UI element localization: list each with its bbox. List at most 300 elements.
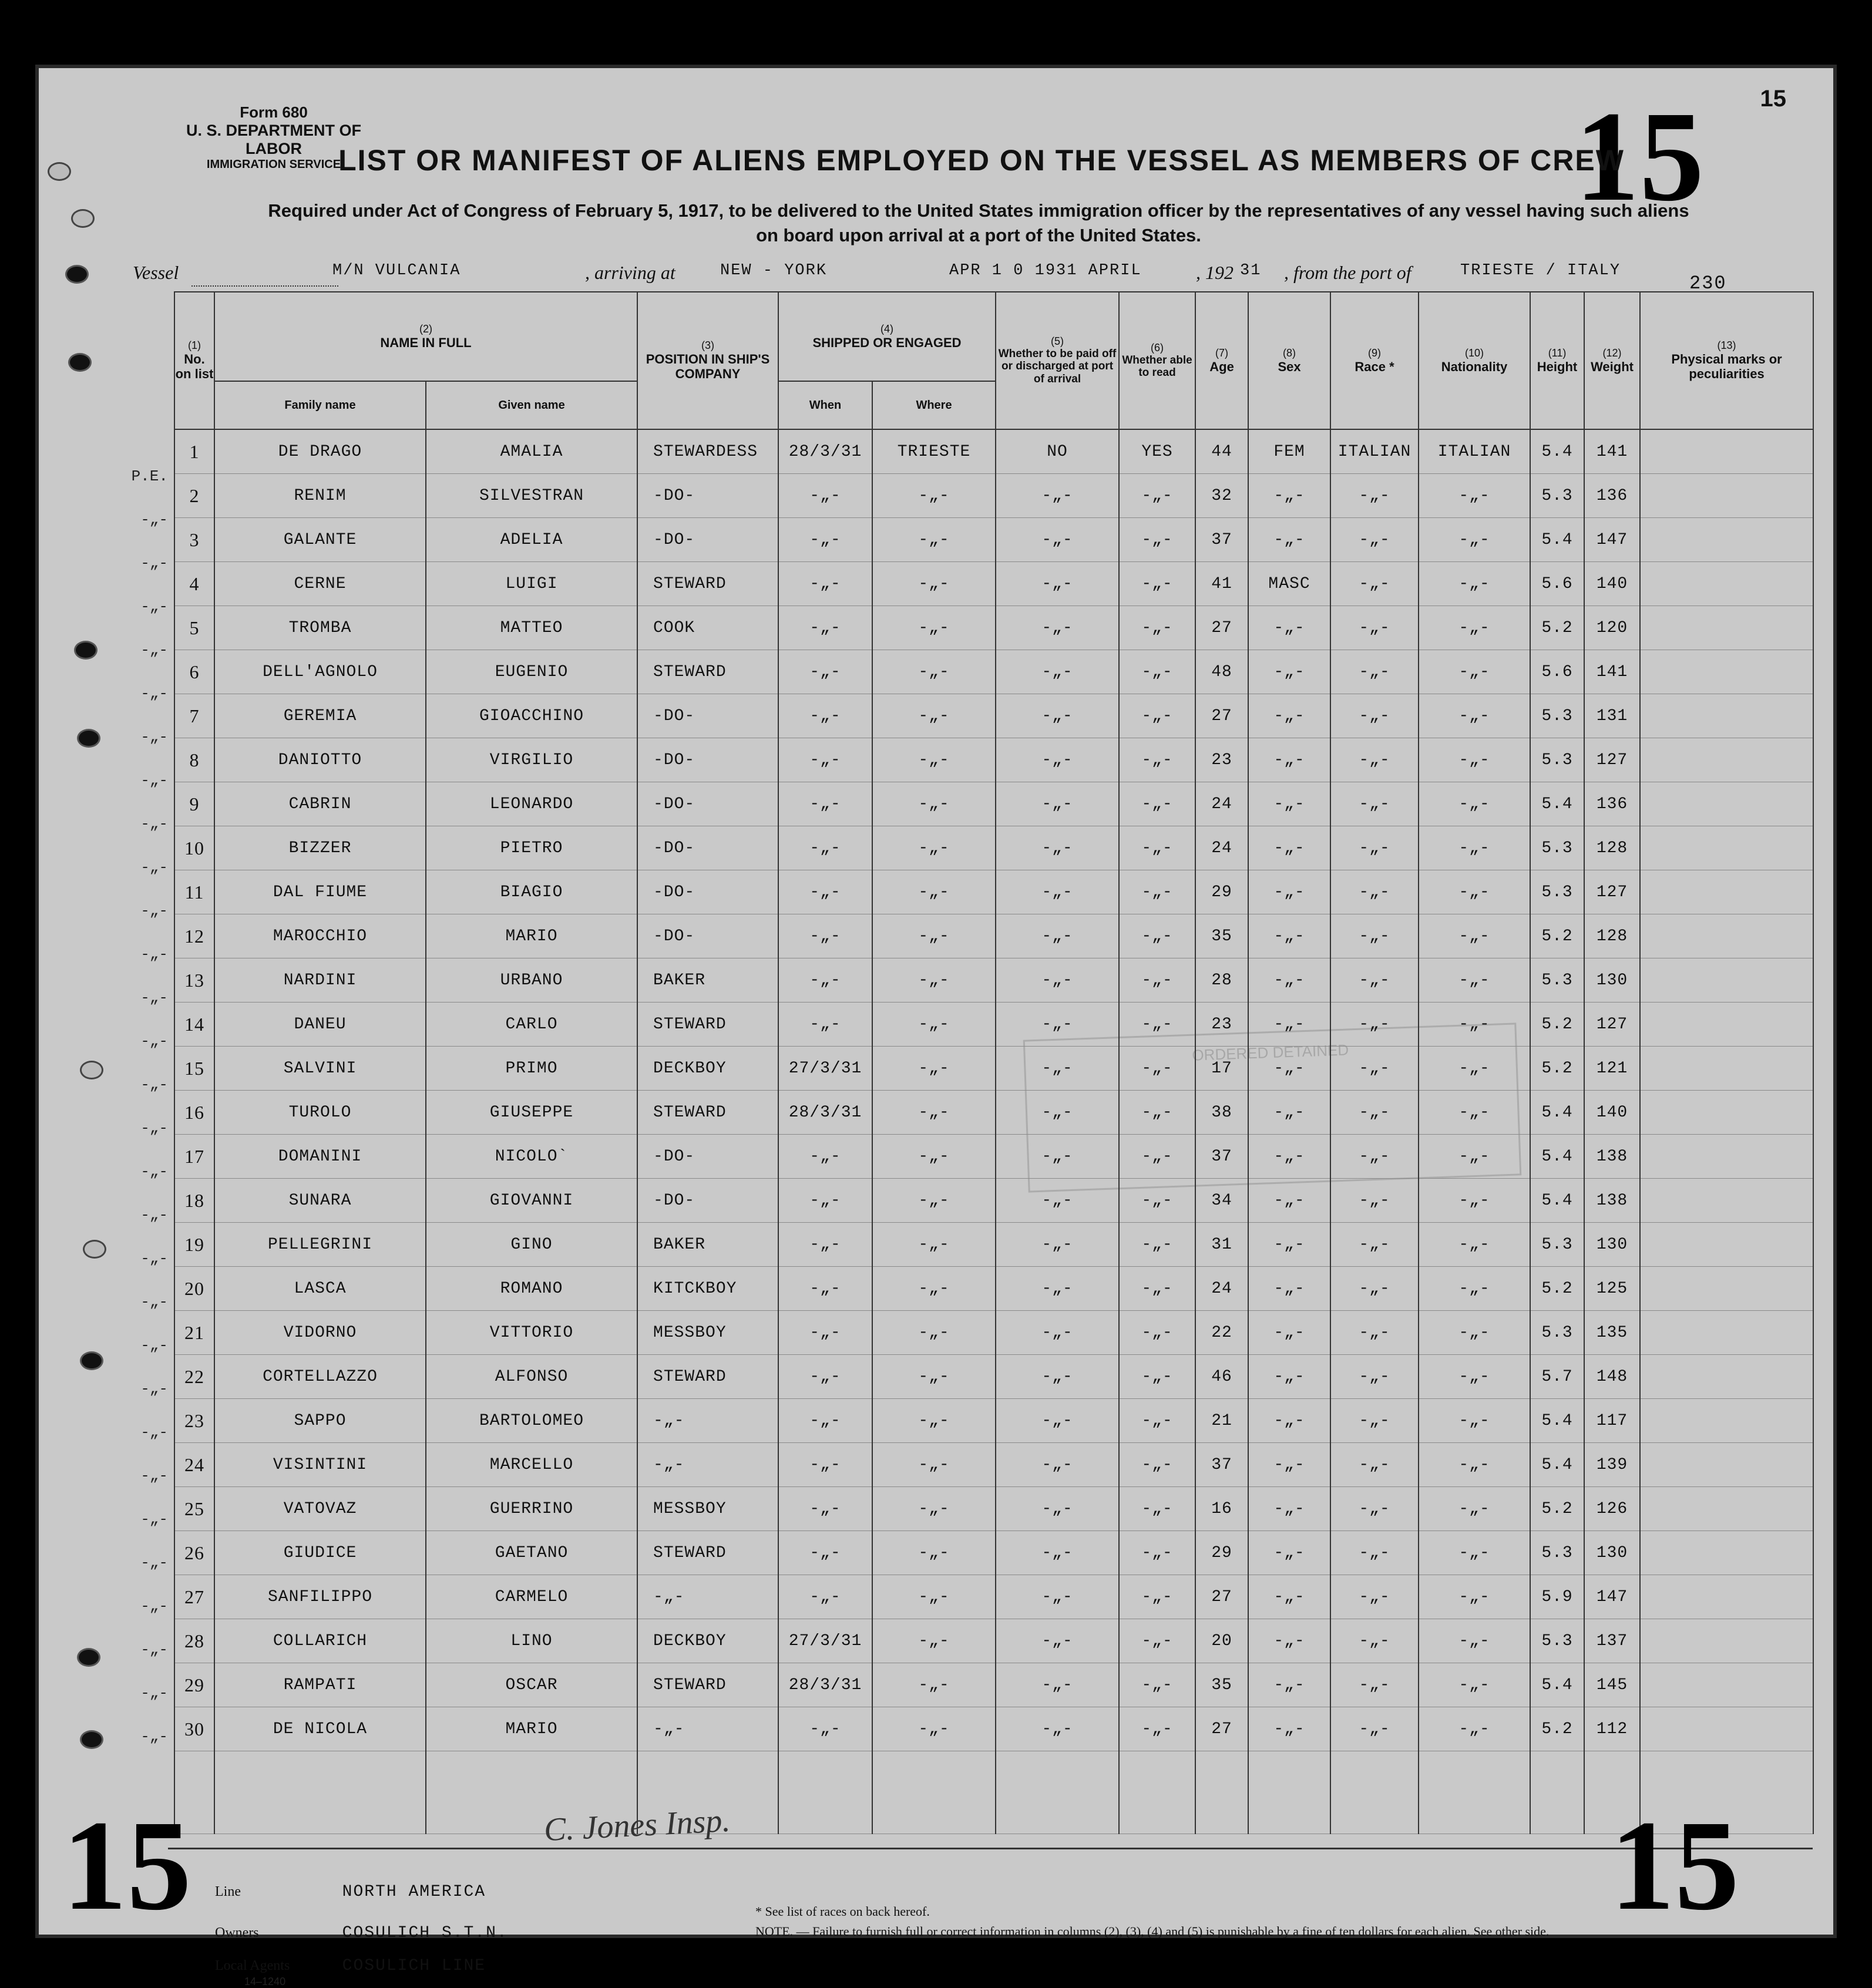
paid-off-cell: -„- (996, 1223, 1119, 1267)
physical-marks-cell (1640, 694, 1813, 738)
position-cell: BAKER (637, 958, 778, 1003)
race-cell: -„- (1330, 1135, 1419, 1179)
shipped-where-cell: -„- (872, 1575, 996, 1619)
able-to-read-cell: -„- (1119, 1443, 1195, 1487)
paid-off-cell: -„- (996, 518, 1119, 562)
margin-ditto-mark: -„- (140, 1380, 168, 1398)
row-number-cell: 9 (174, 782, 214, 826)
weight-cell: 139 (1584, 1443, 1640, 1487)
shipped-when-cell: -„- (778, 562, 872, 606)
shipped-where-cell: -„- (872, 518, 996, 562)
crew-count: 230 (1689, 273, 1727, 294)
vessel-line (133, 255, 1824, 294)
given-name-cell: SILVESTRAN (426, 474, 637, 518)
margin-ditto-mark: -„- (140, 902, 168, 920)
family-name-cell: SANFILIPPO (214, 1575, 426, 1619)
given-name-cell: GAETANO (426, 1531, 637, 1575)
position-cell: STEWARD (637, 1003, 778, 1047)
col-1-num: (1) (188, 339, 201, 352)
line-value: NORTH AMERICA (342, 1883, 486, 1901)
age-cell: 27 (1195, 694, 1248, 738)
table-row (174, 1179, 1813, 1223)
sex-cell: -„- (1248, 1179, 1330, 1223)
year-prefix: , 192 (1196, 262, 1234, 283)
blank-cell (1248, 1751, 1330, 1834)
race-cell: -„- (1330, 1091, 1419, 1135)
col-4-label: SHIPPED OR ENGAGED (812, 335, 962, 350)
shipped-where-cell: -„- (872, 1223, 996, 1267)
nationality-cell: -„- (1419, 1267, 1530, 1311)
given-name-cell: VITTORIO (426, 1311, 637, 1355)
race-cell: -„- (1330, 518, 1419, 562)
position-cell: STEWARD (637, 1531, 778, 1575)
row-number-cell: 2 (174, 474, 214, 518)
height-cell: 5.4 (1530, 1135, 1584, 1179)
from-port-label: , from the port of (1284, 262, 1411, 283)
given-name-cell: OSCAR (426, 1663, 637, 1707)
sex-cell: -„- (1248, 1267, 1330, 1311)
sex-cell: -„- (1248, 474, 1330, 518)
shipped-when-cell: -„- (778, 694, 872, 738)
shipped-where-cell: -„- (872, 1179, 996, 1223)
physical-marks-cell (1640, 606, 1813, 650)
family-name-cell: DE NICOLA (214, 1707, 426, 1751)
page-number-stamp-bottom-left: 15 (62, 1794, 191, 1937)
physical-marks-cell (1640, 1487, 1813, 1531)
penalty-note: NOTE. — Failure to furnish full or correct information in columns (2), (3), (4) and (5) is punishable by a fine of ten dollars for each alien. See other side. (755, 1924, 1550, 1939)
paid-off-cell: -„- (996, 1575, 1119, 1619)
height-cell: 5.4 (1530, 1443, 1584, 1487)
age-cell: 22 (1195, 1311, 1248, 1355)
margin-ditto-mark: -„- (140, 1728, 168, 1745)
paid-off-cell: -„- (996, 1091, 1119, 1135)
race-cell: -„- (1330, 1003, 1419, 1047)
row-number-cell: 23 (174, 1399, 214, 1443)
weight-cell: 147 (1584, 518, 1640, 562)
vessel-underline (191, 285, 338, 287)
paid-off-cell: -„- (996, 1399, 1119, 1443)
owners-label: Owners (215, 1925, 259, 1940)
col-12-num: (12) (1602, 347, 1622, 359)
race-cell: -„- (1330, 562, 1419, 606)
age-cell: 41 (1195, 562, 1248, 606)
row-number-cell: 12 (174, 914, 214, 958)
table-row (174, 738, 1813, 782)
height-cell: 5.3 (1530, 1619, 1584, 1663)
physical-marks-cell (1640, 1575, 1813, 1619)
inspector-signature: C. Jones Insp. (543, 1802, 731, 1849)
row-number-cell: 8 (174, 738, 214, 782)
weight-cell: 136 (1584, 474, 1640, 518)
height-cell: 5.2 (1530, 1487, 1584, 1531)
able-to-read-cell: -„- (1119, 650, 1195, 694)
physical-marks-cell (1640, 870, 1813, 914)
race-cell: -„- (1330, 1487, 1419, 1531)
punch-hole (71, 209, 95, 228)
table-row (174, 1575, 1813, 1619)
shipped-where-cell: -„- (872, 1487, 996, 1531)
table-row (174, 694, 1813, 738)
physical-marks-cell (1640, 1311, 1813, 1355)
shipped-when-cell: 28/3/31 (778, 429, 872, 474)
given-name-cell: URBANO (426, 958, 637, 1003)
shipped-where-cell: -„- (872, 1663, 996, 1707)
height-cell: 5.2 (1530, 1267, 1584, 1311)
able-to-read-cell: -„- (1119, 1355, 1195, 1399)
paid-off-cell: -„- (996, 782, 1119, 826)
col-6-num: (6) (1151, 341, 1164, 354)
weight-cell: 138 (1584, 1179, 1640, 1223)
shipped-where-cell: -„- (872, 1047, 996, 1091)
row-number-cell: 26 (174, 1531, 214, 1575)
physical-marks-cell (1640, 1399, 1813, 1443)
row-number-cell: 16 (174, 1091, 214, 1135)
able-to-read-cell: -„- (1119, 1663, 1195, 1707)
height-cell: 5.9 (1530, 1575, 1584, 1619)
sex-cell: -„- (1248, 1135, 1330, 1179)
blank-cell (214, 1751, 426, 1834)
nationality-cell: -„- (1419, 782, 1530, 826)
nationality-cell: ITALIAN (1419, 429, 1530, 474)
shipped-when-cell: 27/3/31 (778, 1047, 872, 1091)
age-cell: 24 (1195, 1267, 1248, 1311)
faint-stamp: ORDERED DETAINED (1023, 1022, 1522, 1192)
weight-cell: 112 (1584, 1707, 1640, 1751)
family-name-cell: VATOVAZ (214, 1487, 426, 1531)
physical-marks-cell (1640, 1531, 1813, 1575)
shipped-when-cell: -„- (778, 1487, 872, 1531)
physical-marks-cell (1640, 1179, 1813, 1223)
margin-ditto-mark: -„- (140, 1163, 168, 1180)
able-to-read-cell: -„- (1119, 1707, 1195, 1751)
shipped-when-cell: -„- (778, 914, 872, 958)
col-8-label: Sex (1278, 359, 1301, 374)
age-cell: 16 (1195, 1487, 1248, 1531)
col-9-num: (9) (1368, 347, 1382, 359)
able-to-read-cell: -„- (1119, 1311, 1195, 1355)
family-name-cell: DOMANINI (214, 1135, 426, 1179)
col-5-num: (5) (1051, 335, 1064, 347)
nationality-cell: -„- (1419, 1047, 1530, 1091)
family-name-cell: TROMBA (214, 606, 426, 650)
sex-cell: -„- (1248, 1575, 1330, 1619)
physical-marks-cell (1640, 474, 1813, 518)
nationality-cell: -„- (1419, 958, 1530, 1003)
given-name-cell: PRIMO (426, 1047, 637, 1091)
sex-cell: -„- (1248, 870, 1330, 914)
sex-cell: -„- (1248, 1707, 1330, 1751)
row-number-cell: 19 (174, 1223, 214, 1267)
row-number-cell: 10 (174, 826, 214, 870)
given-name-cell: GUERRINO (426, 1487, 637, 1531)
from-port: TRIESTE / ITALY (1460, 262, 1621, 280)
given-name-cell: NICOLO` (426, 1135, 637, 1179)
family-name-cell: DELL'AGNOLO (214, 650, 426, 694)
able-to-read-cell: -„- (1119, 1531, 1195, 1575)
given-name-cell: LEONARDO (426, 782, 637, 826)
age-cell: 44 (1195, 429, 1248, 474)
row-number-cell: 13 (174, 958, 214, 1003)
paid-off-cell: -„- (996, 914, 1119, 958)
able-to-read-cell: -„- (1119, 1619, 1195, 1663)
shipped-where-cell: -„- (872, 1707, 996, 1751)
age-cell: 38 (1195, 1091, 1248, 1135)
paid-off-cell: -„- (996, 1179, 1119, 1223)
nationality-cell: -„- (1419, 694, 1530, 738)
age-cell: 20 (1195, 1619, 1248, 1663)
position-cell: -DO- (637, 518, 778, 562)
margin-ditto-mark: -„- (140, 1293, 168, 1311)
shipped-where-cell: -„- (872, 1619, 996, 1663)
shipped-where-cell: -„- (872, 562, 996, 606)
margin-ditto-mark: -„- (140, 1597, 168, 1615)
table-row (174, 914, 1813, 958)
sex-cell: FEM (1248, 429, 1330, 474)
shipped-where-cell: -„- (872, 1531, 996, 1575)
height-cell: 5.2 (1530, 914, 1584, 958)
shipped-when-cell: -„- (778, 826, 872, 870)
row-number-cell: 14 (174, 1003, 214, 1047)
family-name-cell: DAL FIUME (214, 870, 426, 914)
given-name-cell: LINO (426, 1619, 637, 1663)
height-cell: 5.4 (1530, 1399, 1584, 1443)
col-9-label: Race * (1355, 359, 1394, 374)
subtitle-line-1: Required under Act of Congress of February 5, 1917, to be delivered to the United States immigration officer by the representatives of any vessel having such aliens (268, 200, 1689, 221)
margin-ditto-mark: -„- (140, 1337, 168, 1354)
margin-ditto-mark: -„- (140, 728, 168, 746)
table-row (174, 782, 1813, 826)
shipped-when-cell: -„- (778, 1267, 872, 1311)
shipped-where-cell: -„- (872, 870, 996, 914)
sex-cell: -„- (1248, 1223, 1330, 1267)
race-cell: -„- (1330, 1223, 1419, 1267)
paid-off-cell: -„- (996, 1311, 1119, 1355)
row-number-cell: 24 (174, 1443, 214, 1487)
family-name-cell: RAMPATI (214, 1663, 426, 1707)
physical-marks-cell (1640, 1267, 1813, 1311)
shipped-when-cell: 27/3/31 (778, 1619, 872, 1663)
nationality-cell: -„- (1419, 562, 1530, 606)
race-cell: -„- (1330, 738, 1419, 782)
weight-cell: 127 (1584, 1003, 1640, 1047)
subtitle-line-2: on board upon arrival at a port of the United States. (756, 225, 1201, 245)
race-cell: -„- (1330, 1619, 1419, 1663)
shipped-where-cell: -„- (872, 1355, 996, 1399)
shipped-where-cell: -„- (872, 782, 996, 826)
sex-cell: -„- (1248, 518, 1330, 562)
able-to-read-cell: -„- (1119, 914, 1195, 958)
able-to-read-cell: -„- (1119, 958, 1195, 1003)
paid-off-cell: -„- (996, 562, 1119, 606)
family-name-cell: NARDINI (214, 958, 426, 1003)
arrival-date: APR 1 0 1931 APRIL (949, 262, 1142, 280)
shipped-where-cell: -„- (872, 826, 996, 870)
height-cell: 5.3 (1530, 694, 1584, 738)
shipped-where-cell: -„- (872, 1135, 996, 1179)
punch-hole (68, 353, 92, 372)
shipped-where-cell: -„- (872, 1311, 996, 1355)
weight-cell: 130 (1584, 1223, 1640, 1267)
sex-cell: -„- (1248, 1399, 1330, 1443)
row-number-cell: 20 (174, 1267, 214, 1311)
sex-cell: -„- (1248, 694, 1330, 738)
shipped-where-cell: -„- (872, 1091, 996, 1135)
race-cell: -„- (1330, 1663, 1419, 1707)
shipped-where-cell: -„- (872, 606, 996, 650)
given-name-cell: ALFONSO (426, 1355, 637, 1399)
height-cell: 5.3 (1530, 474, 1584, 518)
weight-cell: 127 (1584, 870, 1640, 914)
height-cell: 5.3 (1530, 826, 1584, 870)
position-cell: STEWARD (637, 1355, 778, 1399)
sex-cell: -„- (1248, 1047, 1330, 1091)
position-cell: KITCKBOY (637, 1267, 778, 1311)
blank-cell (778, 1751, 872, 1834)
height-cell: 5.4 (1530, 1091, 1584, 1135)
race-cell: -„- (1330, 782, 1419, 826)
given-name-cell: ROMANO (426, 1267, 637, 1311)
margin-ditto-mark: -„- (140, 1467, 168, 1485)
given-name-cell: VIRGILIO (426, 738, 637, 782)
manifest-rows (174, 429, 1813, 1834)
height-cell: 5.4 (1530, 1179, 1584, 1223)
row-number-cell: 4 (174, 562, 214, 606)
able-to-read-cell: YES (1119, 429, 1195, 474)
family-name-cell: TUROLO (214, 1091, 426, 1135)
able-to-read-cell: -„- (1119, 606, 1195, 650)
able-to-read-cell: -„- (1119, 1003, 1195, 1047)
weight-cell: 148 (1584, 1355, 1640, 1399)
margin-ditto-mark: -„- (140, 815, 168, 833)
height-cell: 5.3 (1530, 1223, 1584, 1267)
weight-cell: 138 (1584, 1135, 1640, 1179)
family-name-cell: CABRIN (214, 782, 426, 826)
sex-cell: -„- (1248, 1531, 1330, 1575)
shipped-where-cell: -„- (872, 694, 996, 738)
sex-cell: -„- (1248, 1091, 1330, 1135)
sex-cell: -„- (1248, 1443, 1330, 1487)
top-right-note: 15 (1760, 86, 1786, 112)
footer-agents-row (215, 1957, 744, 1975)
position-cell: -DO- (637, 870, 778, 914)
footer-notes (755, 1902, 1742, 1942)
race-cell: -„- (1330, 1531, 1419, 1575)
physical-marks-cell (1640, 1619, 1813, 1663)
sex-cell: MASC (1248, 562, 1330, 606)
margin-ditto-mark: -„- (140, 1641, 168, 1659)
sex-cell: -„- (1248, 914, 1330, 958)
table-row (174, 1355, 1813, 1399)
weight-cell: 140 (1584, 1091, 1640, 1135)
shipped-when-cell: -„- (778, 606, 872, 650)
row-number-cell: 1 (174, 429, 214, 474)
shipped-when-cell: -„- (778, 1355, 872, 1399)
manifest-sheet (35, 65, 1837, 1987)
blank-cell (1195, 1751, 1248, 1834)
given-name-cell: AMALIA (426, 429, 637, 474)
height-cell: 5.3 (1530, 958, 1584, 1003)
weight-cell: 136 (1584, 782, 1640, 826)
given-name-cell: BIAGIO (426, 870, 637, 914)
shipped-when-cell: -„- (778, 870, 872, 914)
paid-off-cell: -„- (996, 870, 1119, 914)
sex-cell: -„- (1248, 606, 1330, 650)
family-name-header: Family name (214, 381, 426, 429)
row-number-cell: 6 (174, 650, 214, 694)
row-number-cell: 21 (174, 1311, 214, 1355)
given-name-cell: PIETRO (426, 826, 637, 870)
race-cell: -„- (1330, 1575, 1419, 1619)
position-cell: -„- (637, 1575, 778, 1619)
table-row (174, 1443, 1813, 1487)
age-cell: 29 (1195, 1531, 1248, 1575)
page-title: LIST OR MANIFEST OF ALIENS EMPLOYED ON THE VESSEL AS MEMBERS OF CREW (338, 144, 1625, 177)
position-cell: -„- (637, 1707, 778, 1751)
position-cell: STEWARD (637, 562, 778, 606)
height-cell: 5.7 (1530, 1355, 1584, 1399)
table-row (174, 606, 1813, 650)
nationality-cell: -„- (1419, 518, 1530, 562)
paid-off-cell: -„- (996, 650, 1119, 694)
shipped-when-cell: -„- (778, 738, 872, 782)
able-to-read-cell: -„- (1119, 518, 1195, 562)
margin-ditto-mark: -„- (140, 1511, 168, 1528)
row-number-cell: 27 (174, 1575, 214, 1619)
family-name-cell: CERNE (214, 562, 426, 606)
form-print-code: 14–1240 (244, 1976, 286, 1987)
family-name-cell: GIUDICE (214, 1531, 426, 1575)
race-cell: -„- (1330, 1443, 1419, 1487)
family-name-cell: VISINTINI (214, 1443, 426, 1487)
shipped-when-cell: -„- (778, 518, 872, 562)
given-name-cell: MATTEO (426, 606, 637, 650)
shipped-where-cell: -„- (872, 650, 996, 694)
paid-off-cell: -„- (996, 606, 1119, 650)
race-cell: -„- (1330, 606, 1419, 650)
margin-ditto-mark: -„- (140, 685, 168, 702)
height-cell: 5.6 (1530, 650, 1584, 694)
margin-ditto-mark: -„- (140, 598, 168, 615)
weight-cell: 117 (1584, 1399, 1640, 1443)
shipped-where-cell: -„- (872, 1443, 996, 1487)
margin-ditto-mark: -„- (140, 511, 168, 529)
position-cell: -DO- (637, 914, 778, 958)
height-cell: 5.4 (1530, 518, 1584, 562)
able-to-read-cell: -„- (1119, 1487, 1195, 1531)
nationality-cell: -„- (1419, 1311, 1530, 1355)
race-cell: -„- (1330, 1311, 1419, 1355)
table-row (174, 650, 1813, 694)
weight-cell: 130 (1584, 1531, 1640, 1575)
margin-ditto-mark: -„- (140, 1424, 168, 1441)
age-cell: 24 (1195, 826, 1248, 870)
age-cell: 31 (1195, 1223, 1248, 1267)
paid-off-cell: -„- (996, 474, 1119, 518)
able-to-read-cell: -„- (1119, 1399, 1195, 1443)
paid-off-cell: -„- (996, 1355, 1119, 1399)
weight-cell: 140 (1584, 562, 1640, 606)
shipped-when-cell: -„- (778, 1443, 872, 1487)
able-to-read-cell: -„- (1119, 1135, 1195, 1179)
nationality-cell: -„- (1419, 1003, 1530, 1047)
weight-cell: 128 (1584, 826, 1640, 870)
shipped-when-cell: -„- (778, 650, 872, 694)
physical-marks-cell (1640, 1223, 1813, 1267)
footer-line-row (215, 1883, 744, 1901)
agents-label: Local Agents (215, 1958, 290, 1973)
margin-mark-row-1: P.E. (131, 467, 168, 485)
crew-manifest-table (174, 291, 1814, 1834)
